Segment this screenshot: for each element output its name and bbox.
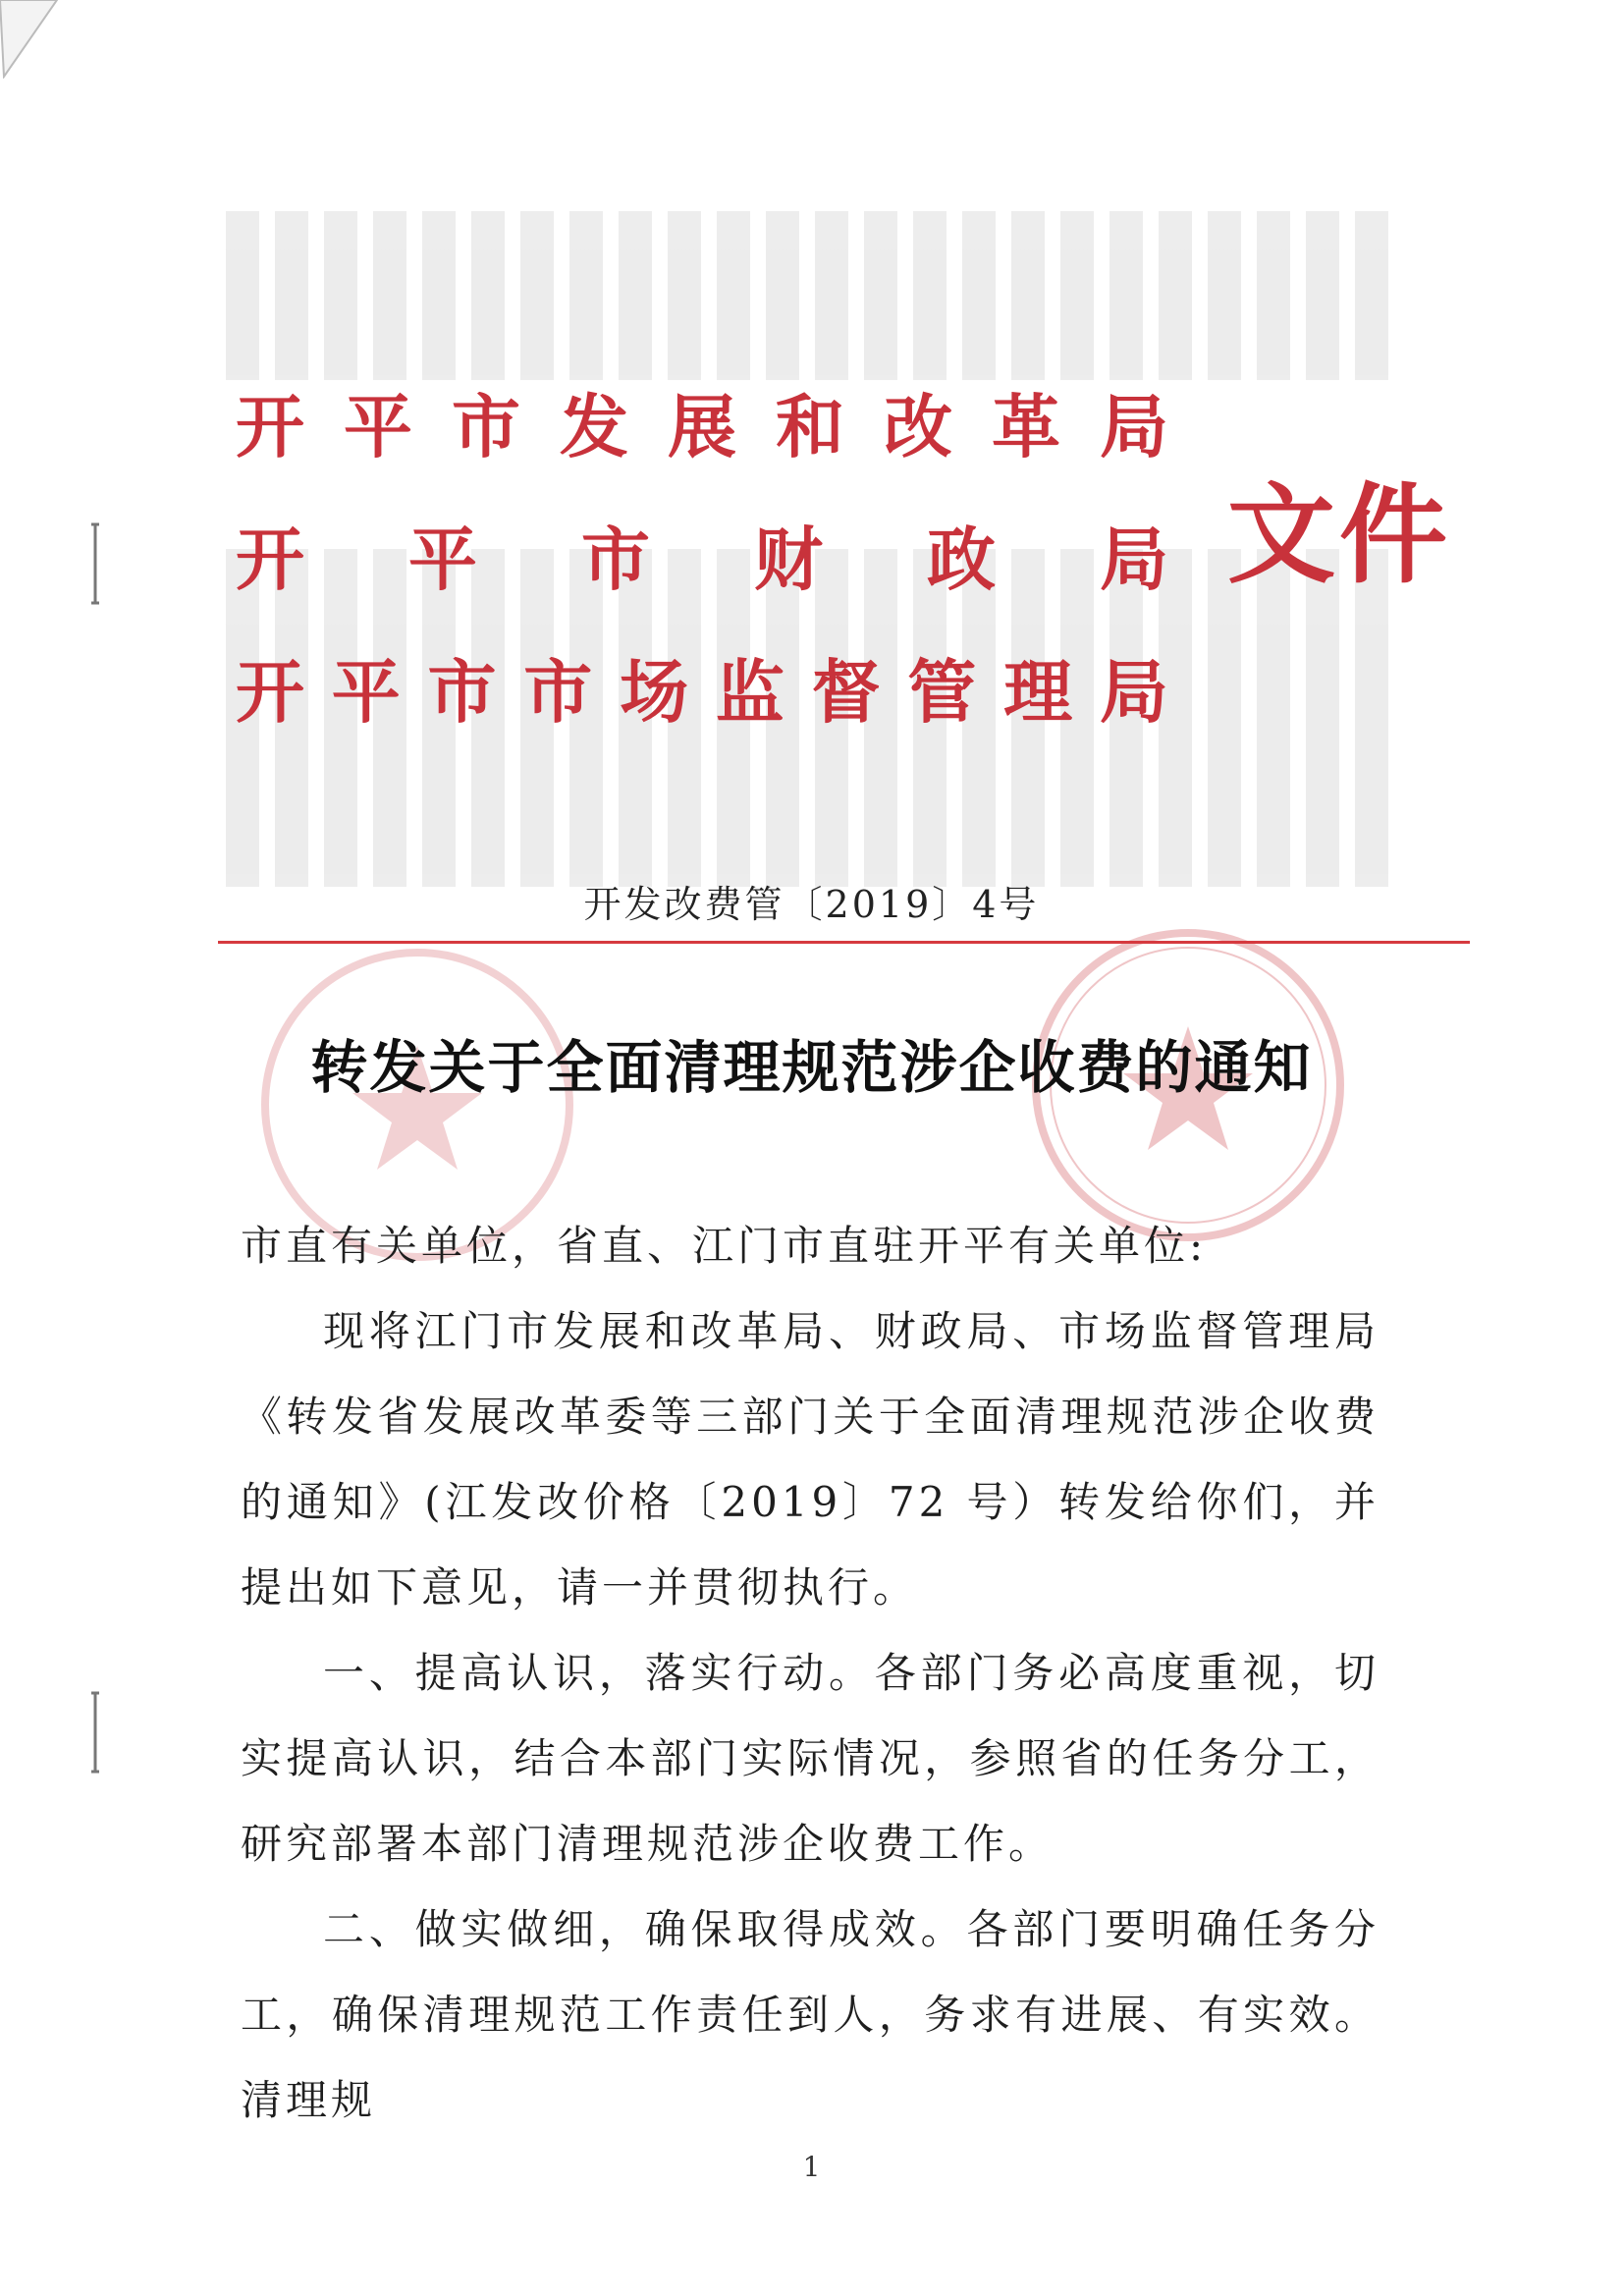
- page-corner-fold: [0, 0, 59, 79]
- agency-name-development-reform: 开 平 市 发 展 和 改 革 局: [236, 387, 1168, 467]
- staple-mark-bottom: [88, 1689, 102, 1776]
- document-title: 转发关于全面清理规范涉企收费的通知: [310, 1034, 1313, 1101]
- red-separator-line: [218, 941, 1470, 944]
- staple-mark-top: [88, 520, 102, 607]
- agency-name-market-supervision: 开 平 市 市 场 监 督 管 理 局: [236, 652, 1168, 733]
- letterhead: [236, 378, 1463, 751]
- body-paragraph: 现将江门市发展和改革局、财政局、市场监督管理局《转发省发展改革委等三部门关于全面清理规范涉企收费的通知》(江发改价格〔2019〕72 号）转发给你们，并提出如下意见，请一并贯彻执行。: [241, 1307, 1380, 1612]
- document-number: 开发改费管〔2019〕4号: [583, 883, 1040, 926]
- document-label-wenjian: 文件: [1227, 472, 1451, 598]
- agency-name-finance: 开 平 市 财 政 局: [236, 519, 1168, 600]
- body-paragraph: 二、做实做细，确保取得成效。各部门要明确任务分工，确保清理规范工作责任到人，务求有进展、有实效。清理规: [241, 1905, 1380, 2124]
- page-number: 1: [802, 2151, 821, 2183]
- addressee: 市直有关单位，省直、江门市直驻开平有关单位:: [241, 1222, 1208, 1270]
- body-paragraph: 一、提高认识，落实行动。各部门务必高度重视，切实提高认识，结合本部门实际情况，参照省的任务分工，研究部署本部门清理规范涉企收费工作。: [241, 1649, 1380, 1868]
- document-body: [241, 1203, 1380, 2143]
